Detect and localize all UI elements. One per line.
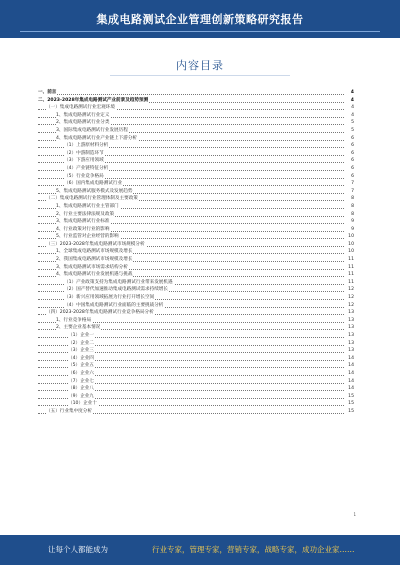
- toc-entry-page: 6: [351, 150, 354, 156]
- toc-entry-page: 6: [351, 143, 354, 149]
- toc-entry-page: 10: [348, 234, 354, 240]
- footer-slogan: 让每个人都能成为: [48, 545, 108, 554]
- toc-entry-page: 12: [348, 295, 354, 301]
- toc-entry[interactable]: [38, 286, 354, 294]
- toc-entry-text: （2）中游制造环节: [64, 150, 104, 156]
- toc-entry[interactable]: [38, 211, 354, 219]
- toc-entry[interactable]: [38, 195, 354, 203]
- toc-entry-text: 5、集成电路测试服务模式及发展趋势: [56, 188, 133, 194]
- toc-entry-page: 13: [348, 325, 354, 331]
- toc-entry-page: 7: [351, 181, 354, 187]
- toc-entry[interactable]: [38, 173, 354, 181]
- toc-entry-text: （1）产业政策支持为集成电路测试行业带来发展机遇: [64, 279, 173, 285]
- toc-entry-text: （2）国产替代加速推动集成电路测试需求持续增长: [64, 287, 168, 293]
- toc-entry-page: 4: [351, 112, 354, 118]
- toc-entry[interactable]: [38, 332, 354, 340]
- toc-entry-text: 2、集成电路测试行业分类: [56, 120, 110, 126]
- toc-entry-text: （3）新兴应用领域拓展为行业打开增长空间: [64, 295, 155, 301]
- toc-entry-page: 14: [348, 370, 354, 376]
- toc-entry[interactable]: [38, 119, 354, 127]
- toc-entry[interactable]: [38, 271, 354, 279]
- toc-entry-text: 2、我国集成电路测试市场规模及增长: [56, 257, 133, 263]
- toc-entry-page: 8: [351, 211, 354, 217]
- toc-entry[interactable]: [38, 362, 354, 370]
- toc-entry[interactable]: [38, 203, 354, 211]
- toc-entry-page: 4: [350, 90, 354, 95]
- toc-entry-text: （6）国内集成电路测试行业: [64, 181, 123, 187]
- toc-entry-page: 14: [348, 363, 354, 369]
- toc-entry-page: 9: [351, 219, 354, 225]
- toc-entry-page: 15: [348, 401, 354, 407]
- toc-entry-page: 6: [351, 158, 354, 164]
- toc-entry[interactable]: [38, 378, 354, 386]
- toc-entry-text: 1、集成电路测试行业主管部门: [56, 203, 119, 209]
- toc-entry[interactable]: [38, 248, 354, 256]
- toc-entry-page: 15: [348, 408, 354, 414]
- toc-entry-page: 5: [351, 127, 354, 133]
- toc-entry-text: （三）2023-2028年集成电路测试市场规模分析: [46, 241, 145, 247]
- toc-entry-page: 12: [348, 302, 354, 308]
- toc-entry[interactable]: [38, 385, 354, 393]
- toc-entry-page: 12: [348, 287, 354, 293]
- toc-entry-text: （10）企业十: [68, 401, 97, 407]
- toc-entry[interactable]: [38, 294, 354, 302]
- toc-entry-text: （8）企业八: [68, 386, 94, 392]
- toc-entry[interactable]: [38, 317, 354, 325]
- toc-entry[interactable]: [38, 188, 354, 196]
- toc-entry[interactable]: [38, 264, 354, 272]
- toc-entry-text: 4、集成电路测试行业发展机遇与挑战: [56, 272, 133, 278]
- toc-leader-dots: [38, 94, 344, 95]
- toc-entry-text: 1、集成电路测试行业定义: [56, 112, 110, 118]
- toc-entry-text: （7）企业七: [68, 378, 94, 384]
- toc-entry-page: 14: [348, 355, 354, 361]
- toc-entry-page: 14: [348, 386, 354, 392]
- toc-entry[interactable]: [38, 408, 354, 416]
- toc-entry-text: （二）集成电路测试行业管理体制及主要政策: [46, 196, 138, 202]
- toc-entry[interactable]: [38, 347, 354, 355]
- toc-entry-page: 15: [348, 393, 354, 399]
- toc-entry[interactable]: [38, 142, 354, 150]
- toc-heading: 内容目录: [176, 59, 224, 72]
- toc-entry[interactable]: [38, 180, 354, 188]
- toc-entry-text: 4、行业政策对行业的影响: [56, 226, 110, 232]
- table-of-contents: [38, 89, 354, 416]
- toc-entry-page: 11: [348, 257, 354, 263]
- toc-entry-page: 13: [348, 340, 354, 346]
- toc-entry[interactable]: [38, 256, 354, 264]
- toc-entry[interactable]: [38, 279, 354, 287]
- toc-entry[interactable]: [38, 233, 354, 241]
- toc-entry[interactable]: [38, 150, 354, 158]
- toc-entry-text: （3）企业三: [68, 348, 94, 354]
- toc-entry[interactable]: [38, 324, 354, 332]
- toc-entry-text: （3）下游应用领域: [64, 158, 104, 164]
- toc-entry-page: 13: [348, 348, 354, 354]
- toc-entry-page: 5: [351, 120, 354, 126]
- toc-entry-page: 8: [351, 196, 354, 202]
- toc-entry-page: 6: [351, 173, 354, 179]
- toc-heading-rule: [110, 75, 290, 76]
- toc-entry-page: 6: [351, 135, 354, 141]
- toc-entry[interactable]: [38, 393, 354, 401]
- toc-entry-page: 4: [350, 97, 354, 103]
- toc-entry-page: 11: [348, 264, 354, 270]
- toc-entry[interactable]: [38, 400, 354, 408]
- toc-entry-text: （4）企业四: [68, 355, 94, 361]
- toc-entry[interactable]: [38, 241, 354, 249]
- toc-entry-text: 二、2023-2028年集成电路测试产业前景及趋势预测: [38, 97, 149, 103]
- toc-entry-text: 1、全球集成电路测试市场规模及增长: [56, 249, 133, 255]
- toc-entry[interactable]: [38, 127, 354, 135]
- toc-entry-text: 2、主要企业基本情况: [56, 325, 101, 331]
- footer-roles: 行业专家，管理专家，营销专家，战略专家，成功企业家……: [152, 545, 355, 554]
- toc-entry-text: 4、集成电路测试行业产业链上下游分析: [56, 135, 138, 141]
- report-header: [0, 0, 400, 38]
- toc-entry[interactable]: [38, 226, 354, 234]
- toc-entry[interactable]: [38, 370, 354, 378]
- header-divider: [20, 31, 380, 32]
- toc-entry-page: 14: [348, 378, 354, 384]
- report-footer: [0, 535, 400, 565]
- toc-entry-text: 2、行业主要法律法规及政策: [56, 211, 115, 217]
- page-number: 1: [353, 512, 356, 517]
- toc-entry-page: 7: [351, 188, 354, 194]
- toc-entry-page: 10: [348, 241, 354, 247]
- toc-entry-text: （四）2023-2028年集成电路测试行业竞争格局分析: [46, 310, 154, 316]
- toc-entry-page: 4: [351, 105, 354, 111]
- toc-entry-text: （9）企业九: [68, 393, 94, 399]
- toc-entry-text: （4）中国集成电路测试行业面临的主要挑战分析: [64, 302, 164, 308]
- toc-entry[interactable]: [38, 218, 354, 226]
- toc-entry-page: 11: [348, 279, 354, 285]
- toc-entry[interactable]: [38, 97, 354, 105]
- toc-entry[interactable]: [38, 135, 354, 143]
- toc-entry[interactable]: [38, 302, 354, 310]
- toc-entry-text: 1、行业竞争格局: [56, 317, 92, 323]
- toc-entry-page: 9: [351, 226, 354, 232]
- toc-entry-page: 13: [348, 310, 354, 316]
- toc-entry[interactable]: [38, 112, 354, 120]
- toc-entry-text: （1）上游原材料分析: [64, 143, 109, 149]
- toc-entry-text: 3、集成电路测试行业标准: [56, 219, 110, 225]
- toc-entry-text: 3、集成电路测试市场需求结构分析: [56, 264, 128, 270]
- toc-entry-page: 6: [351, 165, 354, 171]
- toc-entry[interactable]: [38, 157, 354, 165]
- toc-entry[interactable]: [38, 355, 354, 363]
- toc-entry-text: 一、前言: [38, 90, 57, 95]
- toc-entry-page: 10: [348, 249, 354, 255]
- toc-entry-text: （5）企业五: [68, 363, 94, 369]
- toc-entry[interactable]: [38, 309, 354, 317]
- toc-entry-text: （一）集成电路测试行业宏观环境: [46, 105, 115, 111]
- toc-entry[interactable]: [38, 104, 354, 112]
- toc-entry-text: （1）企业一: [68, 333, 94, 338]
- toc-entry-text: 5、行业监管对企业经营的影响: [56, 234, 119, 240]
- toc-entry-page: 13: [348, 317, 354, 323]
- toc-entry[interactable]: [38, 89, 354, 97]
- report-title: 集成电路测试企业管理创新策略研究报告: [96, 13, 304, 26]
- toc-entry-text: （6）企业六: [68, 370, 94, 376]
- toc-entry-text: （五）行业集中度分析: [46, 408, 92, 414]
- toc-entry[interactable]: [38, 165, 354, 173]
- toc-entry-page: 11: [348, 272, 354, 278]
- toc-entry-text: （5）行业竞争格局: [64, 173, 104, 179]
- toc-entry[interactable]: [38, 340, 354, 348]
- toc-entry-page: 8: [351, 203, 354, 209]
- toc-entry-text: 3、国际集成电路测试行业发展历程: [56, 127, 128, 133]
- toc-entry-text: （4）产业链特征分析: [64, 165, 109, 171]
- toc-entry-text: （2）企业二: [68, 340, 94, 346]
- toc-entry-page: 13: [348, 333, 354, 338]
